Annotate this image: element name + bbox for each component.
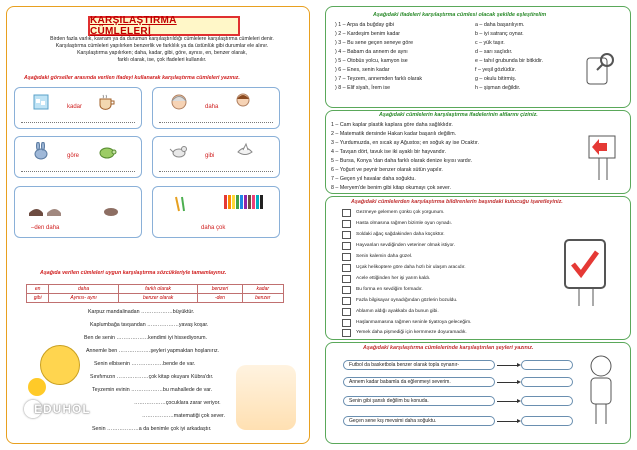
compare-word-den-daha: –den daha: [31, 225, 60, 231]
match-left-1: ) 1 – Arpa da buğday gibi: [335, 22, 394, 28]
checkbox-sentence-6: Uçak helikoptere göre daha hızlı bir ulaşım aracıdır.: [356, 265, 466, 270]
arrow-2: [497, 382, 519, 383]
intro-paragraph: [24, 36, 300, 64]
checkbox-7[interactable]: [342, 275, 351, 283]
checkbox-1[interactable]: [342, 209, 351, 217]
instruction-fill-blanks: Aşağıda verilen cümleleri uygun karşılaştırma sözcükleriyle tamamlayınız.: [40, 270, 227, 276]
word-bank-cell: kadar: [242, 285, 283, 294]
pencils-icon: [171, 195, 191, 213]
compare-sentence-3: Senin gibi şanslı değilim bu konuda.: [343, 396, 495, 406]
word-bank-cell: -den: [198, 294, 242, 303]
intro-line-3: Karşılaştırma yapılırken; daha, kadar, gibi, göre, aynısı, en, benzer olarak,: [77, 50, 247, 56]
right-worksheet-page: [321, 0, 637, 450]
match-left-2: ) 2 – Kardeşim benim kadar: [335, 31, 401, 37]
checkbox-sentence-2: Hasta olmasına rağmen bizimle oyun oynadı.: [356, 221, 452, 226]
smiley-kid-small: [28, 378, 46, 396]
fill-sentence-4[interactable]: Annemle ben ………………şeyleri yapmaktan hoşlanırız.: [86, 348, 220, 354]
rabbit-icon: [31, 142, 51, 160]
answer-box-2[interactable]: [521, 377, 573, 387]
fill-sentence-7[interactable]: Teyzemin evinin ………………bu mahallede de var.: [92, 387, 213, 393]
left-worksheet-page: [0, 0, 316, 450]
word-bank-cell: benzer: [242, 294, 283, 303]
checkbox-2[interactable]: [342, 220, 351, 228]
match-right-d: d – sarı saçlıdır.: [475, 49, 513, 55]
fill-sentence-5[interactable]: Senin elbisenin ………………bende de var.: [94, 361, 196, 367]
eduhol-logo: EDUHOL: [34, 402, 91, 416]
intro-line-1: Birden fazla varlık, kavram ya da durumun karşılaştırıldığı cümlelere karşılaştırma cümleleri denir.: [50, 36, 274, 42]
checkbox-11[interactable]: [342, 319, 351, 327]
compare-sentence-4: Geçen sene kış mevsimi daha soğuktu.: [343, 416, 495, 426]
answer-line-1[interactable]: [21, 122, 135, 123]
underline-sentence-2[interactable]: 2 – Matematik dersinde Hakan kadar başarılı değilim.: [331, 131, 457, 137]
worksheet-title-text: KARŞILAŞTIRMA CÜMLELERİ: [90, 15, 177, 37]
checklist-kid-icon: [557, 230, 617, 310]
thinking-kid-icon: [583, 352, 619, 428]
match-left-5: ) 5 – Otobüs yolcu, kamyon ise: [335, 58, 408, 64]
match-right-g: g – okulu bitirmiş.: [475, 76, 517, 82]
fill-sentence-9[interactable]: ………………matematiği çok sever.: [142, 413, 226, 419]
picture-box-4: [152, 136, 280, 178]
word-bank-cell: benzer olarak: [118, 294, 198, 303]
checkbox-sentence-9: Fazla bilgisayar oynadığından gözlerin bozuldu.: [356, 298, 458, 303]
checkbox-sentence-1: Gezmeye gelemem çünkü çok yorgunum.: [356, 210, 445, 215]
fill-sentence-3[interactable]: Ben de senin ………………kendimi iyi hissediyorum.: [84, 335, 208, 341]
match-left-4: ) 4 – Babam da annem de aynı: [335, 49, 408, 55]
fill-sentence-1[interactable]: Karpuz mandalinadan ………………büyüktür.: [88, 309, 195, 315]
crayons-icon: [223, 193, 269, 211]
underline-sentence-5[interactable]: 5 – Bursa, Konya 'dan daha farklı olarak denize kıyısı vardır.: [331, 158, 473, 164]
arrow-4: [497, 421, 519, 422]
arrow-1: [497, 365, 519, 366]
instruction-matching: Aşağıdaki ifadeleri karşılaştırma cümlesi olacak şekilde eşleştirelim: [373, 12, 547, 18]
answer-line-2[interactable]: [159, 122, 273, 123]
underline-sentence-1[interactable]: 1 – Cam kaplar plastik kaplara göre daha sağlıklıdır.: [331, 122, 453, 128]
checkbox-sentence-11: Haşlanmamasına rağmen seninle tiyatroya geleceğim.: [356, 320, 472, 325]
worksheet-title: [88, 16, 240, 36]
match-right-f: f – yeşil gözlüdür.: [475, 67, 516, 73]
picture-box-5: [14, 186, 142, 238]
slippers-icon: [101, 201, 121, 219]
word-bank-cell: benzeri: [198, 285, 242, 294]
word-bank-cell: gibi: [27, 294, 49, 303]
compare-word-daha: daha: [205, 104, 219, 110]
word-bank-row-1: [27, 285, 284, 294]
word-bank-cell: Aynısı- aynı: [49, 294, 119, 303]
intro-line-2: Karşılaştırma cümleleri yapılırken benzerlik ve farklılık ya da üstünlük gibi durumlar ele alınır.: [55, 43, 269, 49]
match-right-a: a – daha başarılıyım.: [475, 22, 525, 28]
checkbox-10[interactable]: [342, 308, 351, 316]
fill-sentence-10[interactable]: Senin ………………a da benimle çok iyi arkadaştır.: [92, 426, 212, 432]
picture-box-6: [152, 186, 280, 238]
arrow-3: [497, 401, 519, 402]
bird-icon: [169, 142, 189, 160]
checkbox-12[interactable]: [342, 329, 351, 337]
word-bank-cell: en: [27, 285, 49, 294]
word-bank-cell: farklı olarak: [118, 285, 198, 294]
checkbox-3[interactable]: [342, 231, 351, 239]
checkbox-4[interactable]: [342, 242, 351, 250]
match-left-6: ) 6 – Enes, senin kadar: [335, 67, 390, 73]
compare-word-daha-cok: daha çok: [201, 225, 226, 231]
instruction-underline: Aşağıdaki cümlelerin karşılaştırma ifadelerinin altlarını çiziniz.: [379, 112, 538, 118]
match-right-b: b – iyi satranç oynar.: [475, 31, 524, 37]
fill-sentence-8[interactable]: ………………çocuklara zarar veriyor.: [134, 400, 221, 406]
instruction-picture-compare: Aşağıdaki görseller arasında verilen ifadeyi kullanarak karşılaştırma cümleleri yazınız.: [24, 75, 240, 81]
picture-box-3: [14, 136, 142, 178]
answer-line-3[interactable]: [21, 171, 135, 172]
compare-word-kadar: kadar: [67, 104, 83, 110]
picture-box-2: [152, 87, 280, 129]
checkbox-8[interactable]: [342, 286, 351, 294]
picture-box-1: [14, 87, 142, 129]
match-right-e: e – tahıl grubunda bir bitkidir.: [475, 58, 544, 64]
underline-sentence-7[interactable]: 7 – Geçen yıl havalar daha soğuktu.: [331, 176, 416, 182]
checkbox-sentence-5: Senin kalemin daha güzel.: [356, 254, 413, 259]
checkbox-5[interactable]: [342, 253, 351, 261]
fill-sentence-2[interactable]: Kaplumbağa tavşandan ………………yavaş koşar.: [90, 322, 209, 328]
cup-icon: [97, 93, 117, 111]
word-bank-cell: daha: [49, 285, 119, 294]
answer-box-4[interactable]: [521, 416, 573, 426]
turtle-icon: [97, 142, 117, 160]
word-bank-table: [26, 284, 284, 303]
dove-icon: [235, 142, 255, 160]
word-bank-row-2: [27, 294, 284, 303]
match-right-c: c – yük taşır.: [475, 40, 505, 46]
checkbox-sentence-3: Soldaki ağaç sağdakinden daha küçüktür.: [356, 232, 445, 237]
match-left-8: ) 8 – Elif siyah, İrem ise: [335, 85, 391, 91]
match-right-h: h – şişman değildir.: [475, 85, 521, 91]
arrow-sign-kid-icon: [587, 126, 619, 184]
intro-line-4: farklı olarak, ise, çok ifadeleri kullanılır.: [117, 57, 207, 63]
magnifier-kid-icon: [583, 48, 615, 88]
grandma-icon: [169, 93, 189, 111]
fill-sentence-6[interactable]: Sınıfımızın ………………çok kitap okuyanı Kübra'dır.: [90, 374, 214, 380]
answer-line-4[interactable]: [159, 171, 273, 172]
children-reading-illustration: [236, 365, 296, 430]
underline-sentence-4[interactable]: 4 – Tavşan dört, tavuk ise iki ayaklı bir hayvandır.: [331, 149, 447, 155]
checkbox-sentence-7: Acele ettiğinden her işi yarım kaldı.: [356, 276, 431, 281]
checkbox-sentence-12: Yemek daha pişmediği için kermmeze doyuramadık.: [356, 330, 467, 335]
answer-box-1[interactable]: [521, 360, 573, 370]
answer-box-3[interactable]: [521, 396, 573, 406]
underline-sentence-6[interactable]: 6 – Yoğurt ve peynir benzer olarak sütün yapılır.: [331, 167, 443, 173]
underline-sentence-3[interactable]: 3 – Yurdumuzda, en sıcak ay Ağustos; en soğuk ay ise Ocaktır.: [331, 140, 480, 146]
match-left-7: ) 7 – Teyzem, annemden farklı olarak: [335, 76, 423, 82]
compare-sentence-1: Futbol da basketbola benzer olarak topla oynanır-: [343, 360, 495, 370]
girl-icon: [233, 91, 253, 109]
underline-sentence-8[interactable]: 8 – Meryem'de benim gibi kitap okumayı çok sever.: [331, 185, 451, 191]
compare-sentence-2: Annem kadar babamla da eğlenmeyi severim.: [343, 377, 495, 387]
compare-word-gore: göre: [67, 153, 80, 159]
glass-icon: [31, 93, 51, 111]
match-left-3: ) 3 – Bu sene geçen seneye göre: [335, 40, 414, 46]
checkbox-sentence-8: Bu forma en sevdiğim formadır.: [356, 287, 423, 292]
shoes-icon: [27, 201, 67, 219]
checkbox-9[interactable]: [342, 297, 351, 305]
checkbox-6[interactable]: [342, 264, 351, 272]
compare-word-gibi: gibi: [205, 153, 215, 159]
instruction-checkbox: Aşağıdaki cümlelerden karşılaştırma bildirenlerin başındaki kutucuğu işaretleyiniz.: [351, 199, 563, 205]
checkbox-sentence-10: Ablamın aldığı ayakkabı da bunun gibi.: [356, 309, 439, 314]
checkbox-sentence-4: Hayvanları sevdiğinden veteriner olmak istiyor.: [356, 243, 455, 248]
smiley-kid-illustration: [40, 345, 80, 385]
instruction-compare-things: Aşağıdaki karşılaştırma cümlelerinde karşılaştırılan şeyleri yazınız.: [363, 345, 534, 351]
